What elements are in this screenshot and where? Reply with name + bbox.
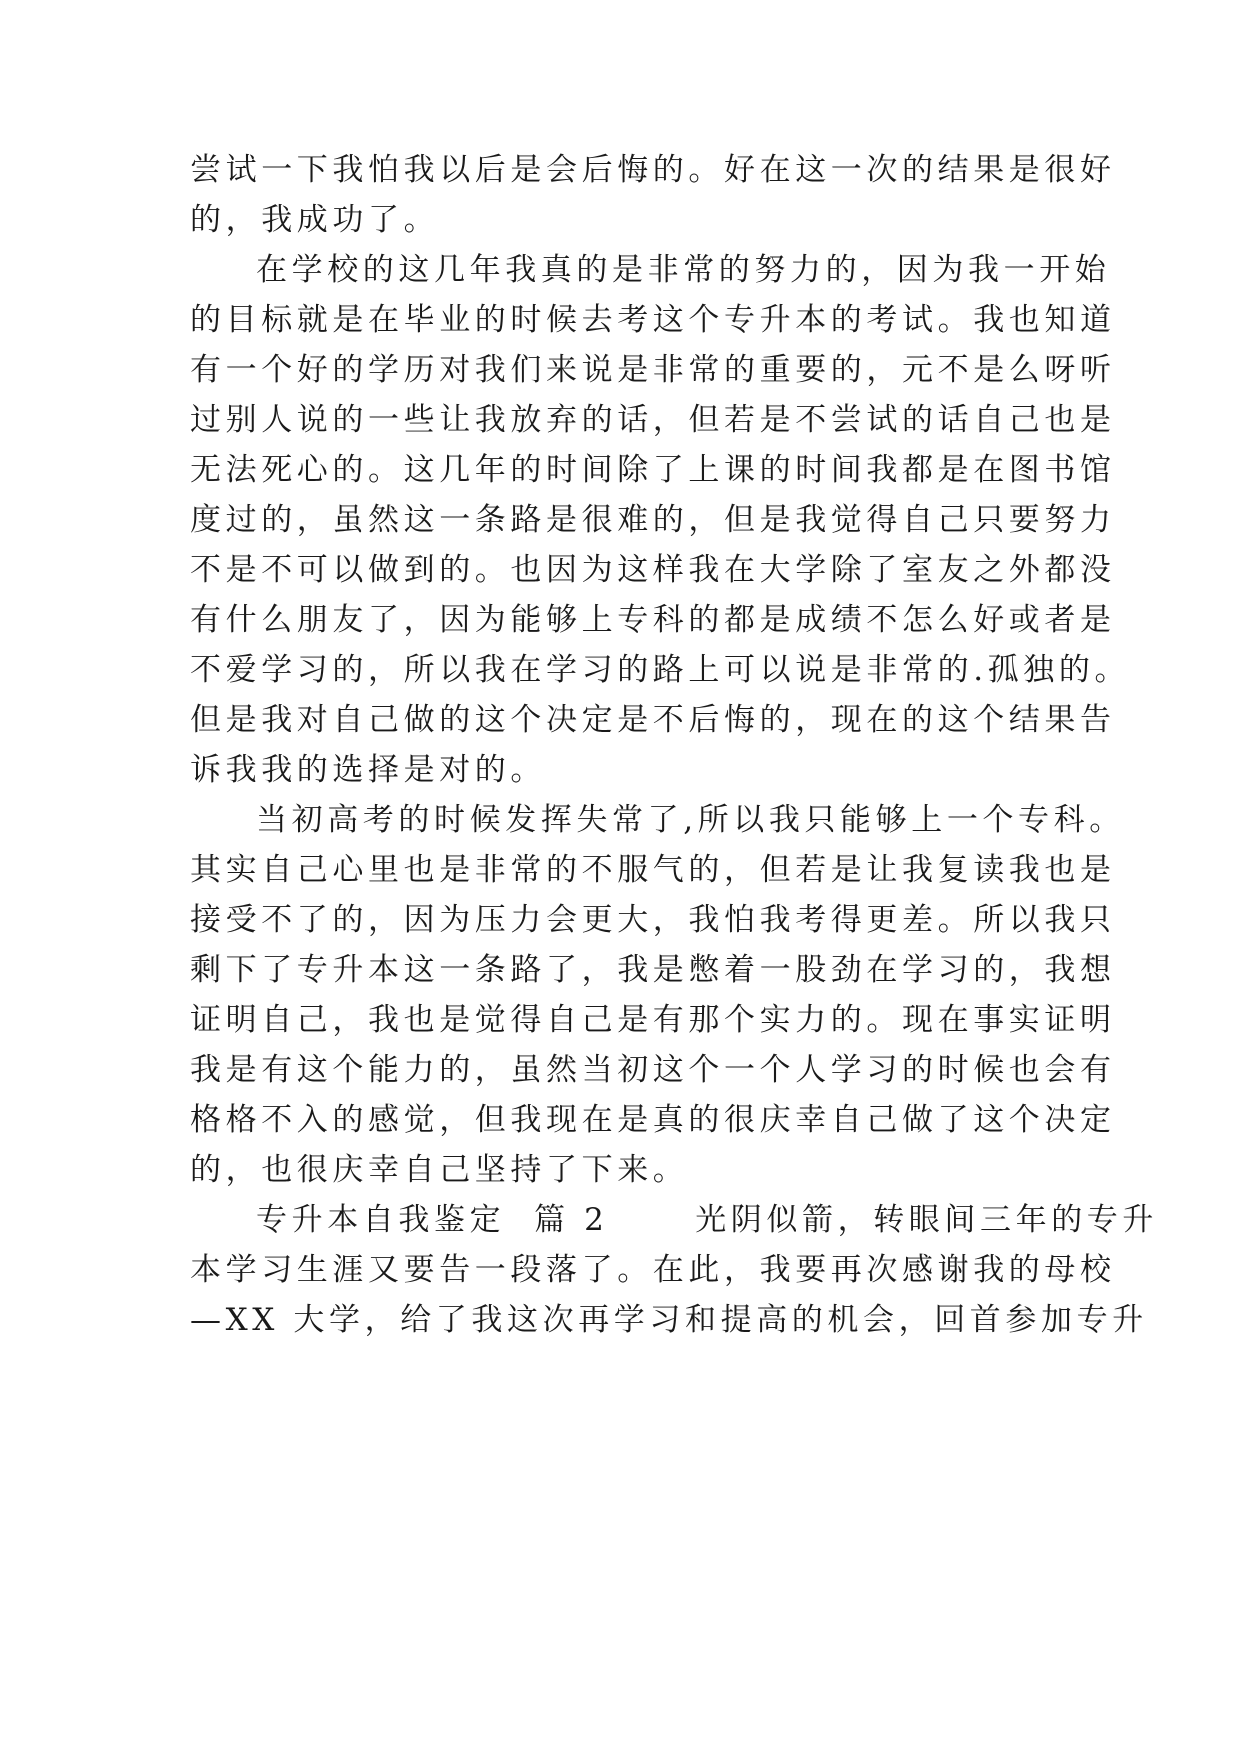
text-line: 度过的，虽然这一条路是很难的，但是我觉得自己只要努力 (190, 502, 1116, 538)
text-line: 的，也很庆幸自己坚持了下来。 (190, 1152, 689, 1188)
text-line: 尝试一下我怕我以后是会后悔的。好在这一次的结果是很好 (190, 152, 1116, 188)
text-line: 不是不可以做到的。也因为这样我在大学除了室友之外都没 (190, 552, 1116, 588)
text-line: 无法死心的。这几年的时间除了上课的时间我都是在图书馆 (190, 452, 1116, 488)
text-line: 诉我我的选择是对的。 (190, 752, 546, 788)
text-line: 格格不入的感觉，但我现在是真的很庆幸自己做了这个决定 (190, 1102, 1116, 1138)
text-line: 但是我对自己做的这个决定是不后悔的，现在的这个结果告 (190, 702, 1116, 738)
text-line: 有一个好的学历对我们来说是非常的重要的，元不是么呀听 (190, 352, 1116, 388)
text-line: 不爱学习的，所以我在学习的路上可以说是非常的.孤独的。 (190, 652, 1131, 688)
text-line: 本学习生涯又要告一段落了。在此，我要再次感谢我的母校 (190, 1252, 1116, 1288)
text-line: 其实自己心里也是非常的不服气的，但若是让我复读我也是 (190, 852, 1116, 888)
paragraph-first-line: 当初高考的时候发挥失常了,所以我只能够上一个专科。 (256, 802, 1125, 838)
text-line: 接受不了的，因为压力会更大，我怕我考得更差。所以我只 (190, 902, 1116, 938)
text-line: 我是有这个能力的，虽然当初这个一个人学习的时候也会有 (190, 1052, 1116, 1088)
section-heading-line: 专升本自我鉴定 篇 2 光阴似箭，转眼间三年的专升 (256, 1202, 1159, 1238)
text-line: 证明自己，我也是觉得自己是有那个实力的。现在事实证明 (190, 1002, 1116, 1038)
text-line: 有什么朋友了，因为能够上专科的都是成绩不怎么好或者是 (190, 602, 1116, 638)
text-line: 剩下了专升本这一条路了，我是憋着一股劲在学习的，我想 (190, 952, 1116, 988)
text-line: —XX 大学，给了我这次再学习和提高的机会，回首参加专升 (190, 1302, 1148, 1338)
text-line: 的目标就是在毕业的时候去考这个专升本的考试。我也知道 (190, 302, 1116, 338)
text-line: 的，我成功了。 (190, 202, 440, 238)
text-line: 过别人说的一些让我放弃的话，但若是不尝试的话自己也是 (190, 402, 1116, 438)
paragraph-first-line: 在学校的这几年我真的是非常的努力的，因为我一开始 (256, 252, 1111, 288)
